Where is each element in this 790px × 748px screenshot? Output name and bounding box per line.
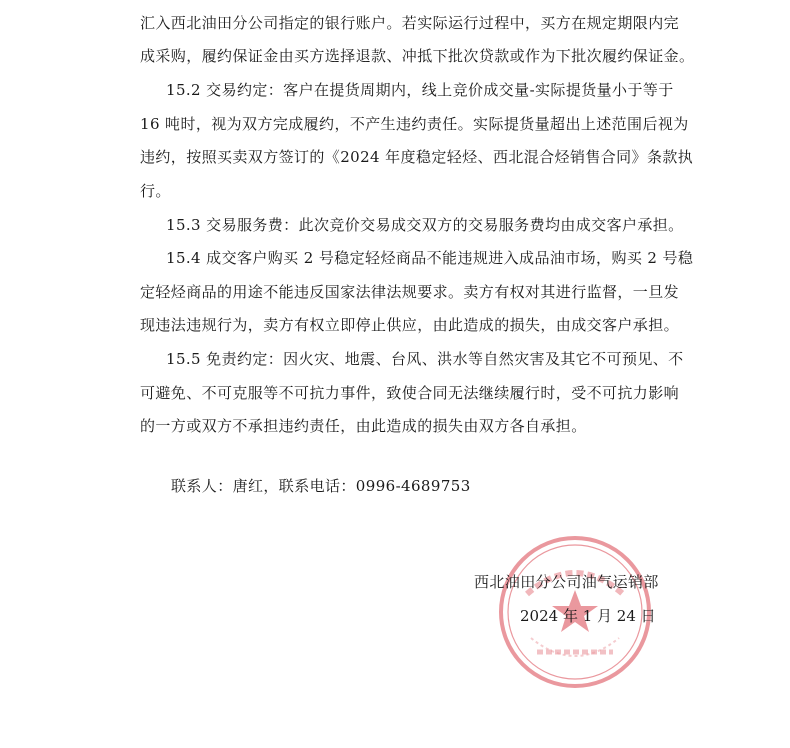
text-line-5: 违约，按照买卖双方签订的《2024 年度稳定轻烃、西北混合烃销售合同》条款执 [140,148,694,166]
text-line-6: 行。 [140,182,171,200]
signature-date: 2024 年 1 月 24 日 [520,607,656,625]
text-line-1: 汇入西北油田分公司指定的银行账户。若实际运行过程中，买方在规定期限内完 [140,14,680,32]
text-line-4: 16 吨时，视为双方完成履约，不产生违约责任。实际提货量超出上述范围后视为 [140,115,689,133]
text-line-12: 可避免、不可克服等不可抗力事件，致使合同无法继续履行时，受不可抗力影响 [140,384,680,402]
text-line-11: 15.5 免责约定：因火灾、地震、台风、洪水等自然灾害及其它不可预见、不 [166,350,684,368]
text-line-3: 15.2 交易约定：客户在提货周期内，线上竞价成交量-实际提货量小于等于 [166,81,674,99]
text-line-8: 15.4 成交客户购买 2 号稳定轻烃商品不能违规进入成品油市场，购买 2 号稳 [166,249,694,267]
contact-line: 联系人：唐红，联系电话：0996-4689753 [171,477,471,495]
text-line-2: 成采购，履约保证金由买方选择退款、冲抵下批次贷款或作为下批次履约保证金。 [140,47,695,65]
text-line-7: 15.3 交易服务费：此次竞价交易成交双方的交易服务费均由成交客户承担。 [166,216,684,234]
text-line-9: 定轻烃商品的用途不能违反国家法律法规要求。卖方有权对其进行监督，一旦发 [140,283,680,301]
signature-department: 西北油田分公司油气运销部 [474,573,659,591]
text-line-13: 的一方或双方不承担违约责任，由此造成的损失由双方各自承担。 [140,417,587,435]
text-line-10: 现违法违规行为，卖方有权立即停止供应，由此造成的损失，由成交客户承担。 [140,316,680,334]
